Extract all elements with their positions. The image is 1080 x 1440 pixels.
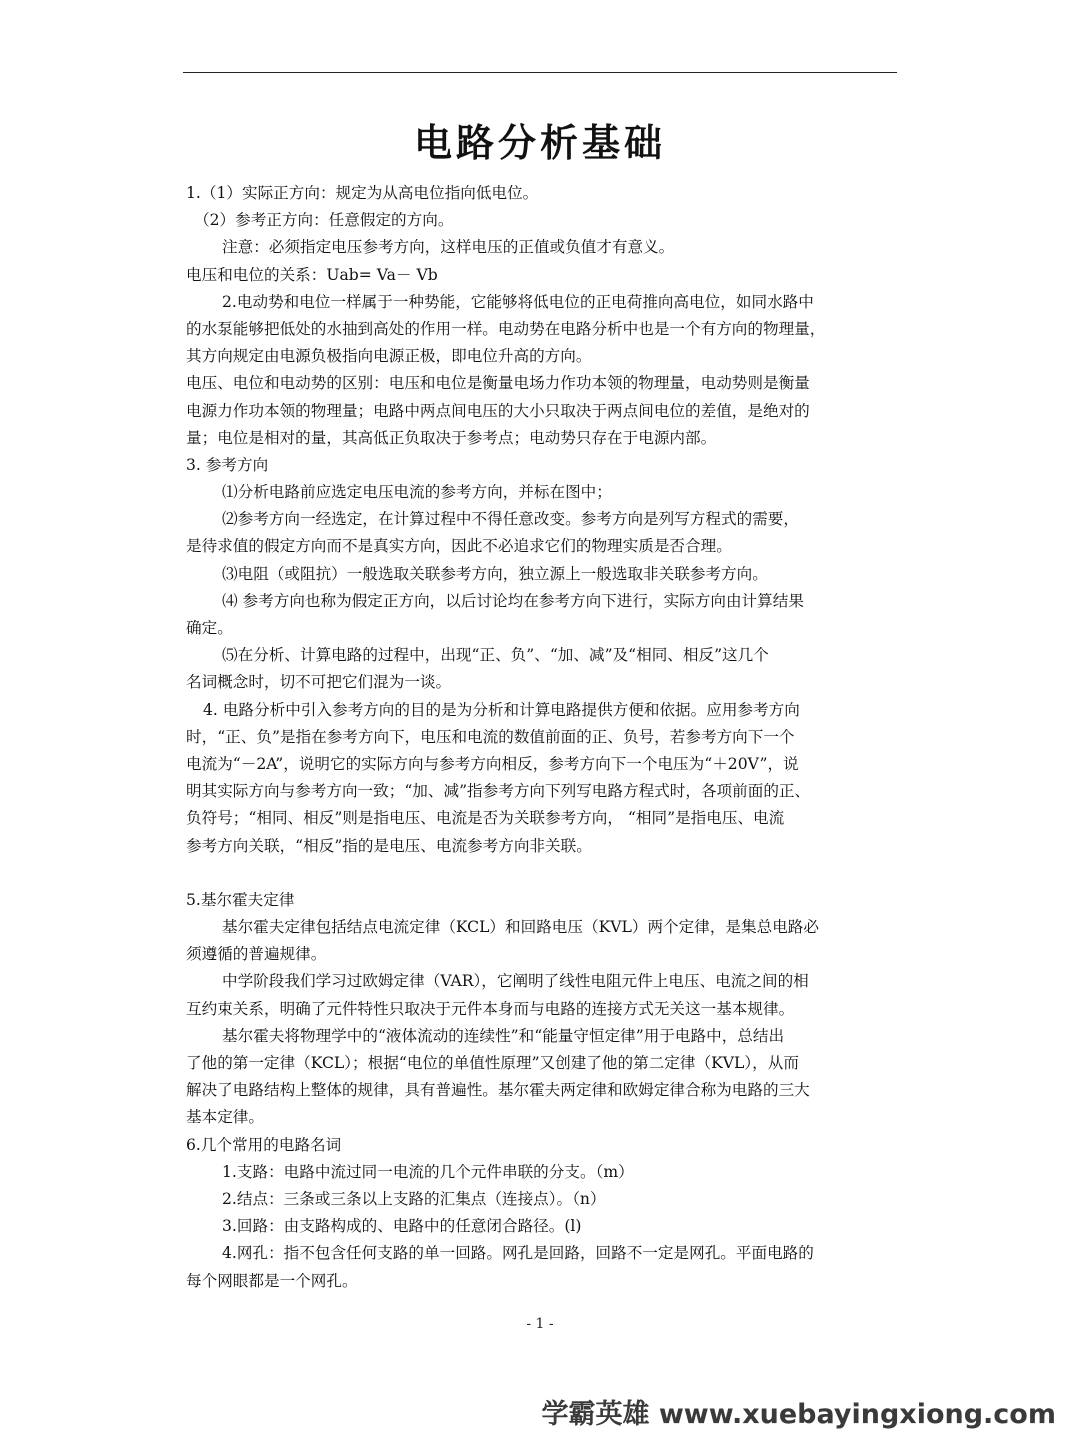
body-line: 1.支路：电路中流过同一电流的几个元件串联的分支。（m） xyxy=(222,1162,634,1181)
body-line: 5.基尔霍夫定律 xyxy=(186,890,295,909)
body-line: 是待求值的假定方向而不是真实方向，因此不必追求它们的物理实质是否合理。 xyxy=(186,537,732,556)
document-body xyxy=(186,180,898,1295)
body-line: 了他的第一定律（KCL）；根据“电位的单值性原理”又创建了他的第二定律（KVL），从而 xyxy=(186,1054,799,1072)
body-line: 其方向规定由电源负极指向电源正极，即电位升高的方向。 xyxy=(186,347,592,366)
document-title: 电路分析基础 xyxy=(413,121,666,165)
body-line: ⑶电阻（或阻抗）一般选取关联参考方向，独立源上一般选取非关联参考方向。 xyxy=(222,564,768,583)
body-line: 基尔霍夫定律包括结点电流定律（KCL）和回路电压（KVL）两个定律，是集总电路必 xyxy=(222,918,819,937)
body-line xyxy=(186,860,898,887)
body-line: 1.（1）实际正方向：规定为从高电位指向低电位。 xyxy=(186,184,539,202)
site-watermark: 学霸英雄 www.xuebayingxiong.com xyxy=(541,1399,1056,1430)
header-rule xyxy=(183,72,897,73)
body-line: 电源力作功本领的物理量；电路中两点间电压的大小只取决于两点间电位的差值，是绝对的 xyxy=(186,401,810,420)
body-line: ⑷ 参考方向也称为假定正方向，以后讨论均在参考方向下进行，实际方向由计算结果 xyxy=(222,591,804,610)
body-line: 2.电动势和电位一样属于一种势能，它能够将低电位的正电荷推向高电位，如同水路中 xyxy=(222,292,814,311)
body-line: 4. 电路分析中引入参考方向的目的是为分析和计算电路提供方便和依据。应用参考方向 xyxy=(203,700,800,719)
page-number: - 1 - xyxy=(526,1316,554,1332)
body-line: 2.结点：三条或三条以上支路的汇集点（连接点）。（n） xyxy=(222,1189,606,1208)
body-line: ⑸在分析、计算电路的过程中，出现“正、负”、“加、减”及“相同、相反”这几个 xyxy=(222,646,769,665)
body-line: 3. 参考方向 xyxy=(186,455,269,474)
body-line: 明其实际方向与参考方向一致；“加、减”指参考方向下列写电路方程式时，各项前面的正、 xyxy=(186,782,811,801)
body-line: 负符号；“相同、相反”则是指电压、电流是否为关联参考方向， “相同”是指电压、电流 xyxy=(186,809,785,828)
body-line: 电流为“－2A”，说明它的实际方向与参考方向相反，参考方向下一个电压为“＋20V”，说 xyxy=(186,754,799,773)
body-line: 的水泵能够把低处的水抽到高处的作用一样。电动势在电路分析中也是一个有方向的物理量， xyxy=(186,319,826,338)
body-line: 注意：必须指定电压参考方向，这样电压的正值或负值才有意义。 xyxy=(222,238,675,257)
body-line: 中学阶段我们学习过欧姆定律（VAR），它阐明了线性电阻元件上电压、电流之间的相 xyxy=(222,972,809,991)
body-line: 解决了电路结构上整体的规律，具有普遍性。基尔霍夫两定律和欧姆定律合称为电路的三大 xyxy=(186,1081,810,1100)
body-line: 电压、电位和电动势的区别：电压和电位是衡量电场力作功本领的物理量，电动势则是衡量 xyxy=(186,374,810,393)
body-line: 参考方向关联，“相反”指的是电压、电流参考方向非关联。 xyxy=(186,836,592,855)
body-line: ⑵参考方向一经选定，在计算过程中不得任意改变。参考方向是列写方程式的需要， xyxy=(222,510,799,529)
body-line: 须遵循的普遍规律。 xyxy=(186,945,327,964)
body-line: 名词概念时，切不可把它们混为一谈。 xyxy=(186,673,452,692)
body-line: 6.几个常用的电路名词 xyxy=(186,1135,342,1154)
body-line: 3.回路：由支路构成的、电路中的任意闭合路径。(l) xyxy=(222,1217,582,1236)
body-line: 量；电位是相对的量，其高低正负取决于参考点；电动势只存在于电源内部。 xyxy=(186,428,717,447)
body-line: 基本定律。 xyxy=(186,1108,264,1127)
body-line: 4.网孔：指不包含任何支路的单一回路。网孔是回路，回路不一定是网孔。平面电路的 xyxy=(222,1244,814,1263)
body-line: 电压和电位的关系：Uab= Va－ Vb xyxy=(186,265,438,284)
body-line: 每个网眼都是一个网孔。 xyxy=(186,1271,358,1290)
body-line: 确定。 xyxy=(186,619,233,637)
body-line: （2）参考正方向：任意假定的方向。 xyxy=(194,211,454,230)
body-line: 互约束关系，明确了元件特性只取决于元件本身而与电路的连接方式无关这一基本规律。 xyxy=(186,999,795,1018)
body-line: 基尔霍夫将物理学中的“液体流动的连续性”和“能量守恒定律”用于电路中，总结出 xyxy=(222,1026,785,1045)
body-line: ⑴分析电路前应选定电压电流的参考方向，并标在图中； xyxy=(222,483,612,502)
body-line: 时，“正、负”是指在参考方向下，电压和电流的数值前面的正、负号，若参考方向下一个 xyxy=(186,727,795,746)
